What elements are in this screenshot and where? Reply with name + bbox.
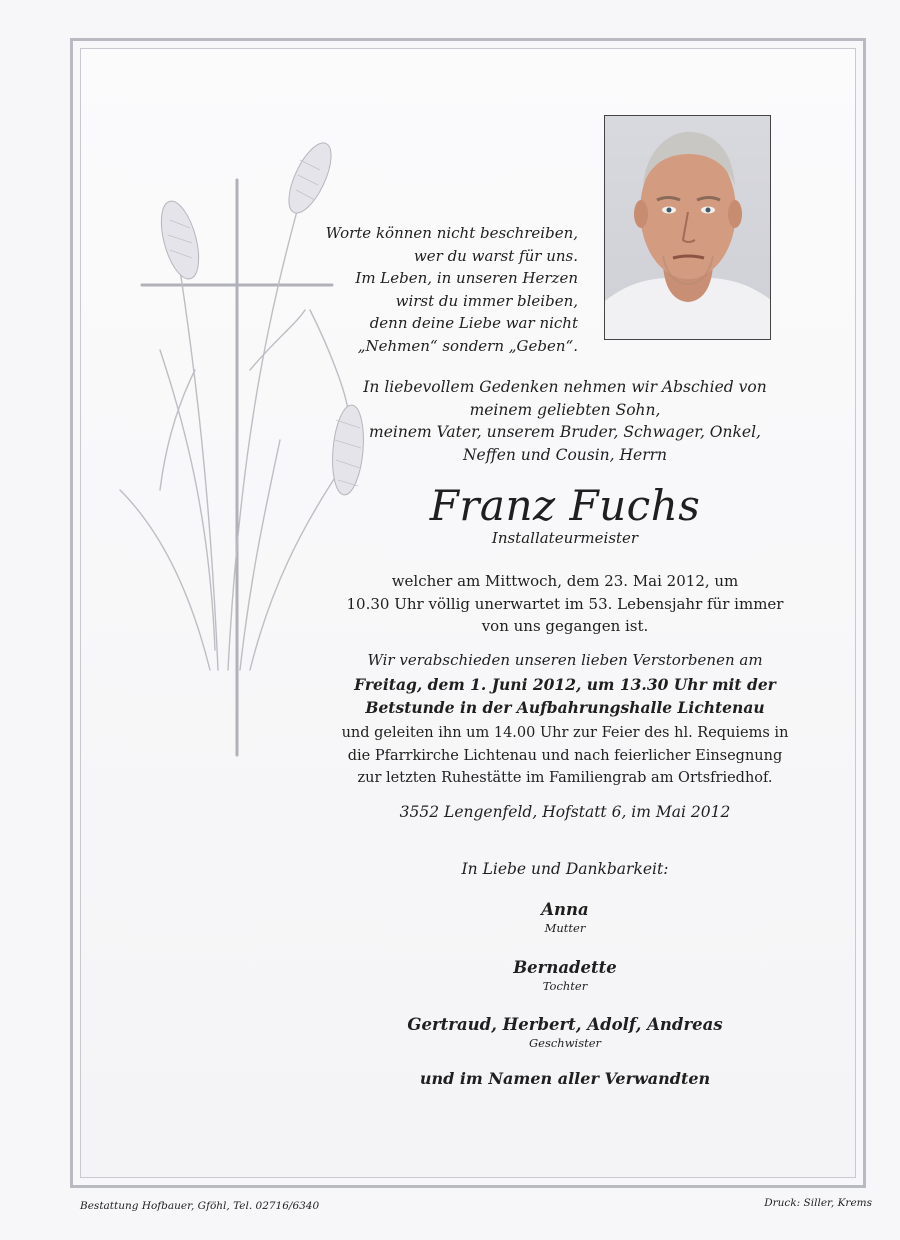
- poem-line: wer du warst für uns.: [413, 246, 578, 265]
- intro-line: In liebevollem Gedenken nehmen wir Abschied von: [363, 378, 767, 396]
- memorial-poem: [300, 222, 578, 357]
- poem-line: Im Leben, in unseren Herzen: [355, 269, 578, 287]
- portrait-photo: [604, 115, 771, 340]
- deceased-title: Installateurmeister: [491, 529, 639, 547]
- funeral-rest-line: zur letzten Ruhestätte im Familiengrab am Ortsfriedhof.: [357, 770, 773, 786]
- funeral-details: [340, 673, 790, 719]
- portrait-image: [605, 116, 771, 340]
- mourner-relation: Mutter: [544, 921, 586, 935]
- death-line: von uns gegangen ist.: [481, 617, 649, 635]
- poem-line: denn deine Liebe war nicht: [369, 314, 578, 332]
- mourner-name: Gertraud, Herbert, Adolf, Andreas: [407, 1015, 723, 1034]
- death-line: welcher am Mittwoch, dem 23. Mai 2012, um: [391, 572, 739, 590]
- funeral-home-footer: Bestattung Hofbauer, Gföhl, Tel. 02716/6340: [80, 1200, 320, 1212]
- mourner-name: Anna: [541, 900, 589, 919]
- intro-line: Neffen und Cousin, Herrn: [462, 445, 668, 464]
- place-date: 3552 Lengenfeld, Hofstatt 6, im Mai 2012: [399, 803, 731, 821]
- mourner-relation: Tochter: [542, 979, 588, 993]
- thanks-heading: In Liebe und Dankbarkeit:: [461, 860, 669, 878]
- mourner-name: Bernadette: [513, 958, 617, 977]
- poem-line: wirst du immer bleiben,: [395, 291, 578, 310]
- printer-footer: Druck: Siller, Krems: [764, 1197, 872, 1209]
- intro-line: meinem Vater, unserem Bruder, Schwager, Onkel,: [369, 423, 761, 441]
- funeral-bold-line: Freitag, dem 1. Juni 2012, um 13.30 Uhr mit der: [354, 675, 776, 694]
- funeral-rest-line: und geleiten ihn um 14.00 Uhr zur Feier des hl. Requiems in: [341, 725, 789, 741]
- funeral-bold-line: Betstunde in der Aufbahrungshalle Lichtenau: [365, 698, 765, 717]
- funeral-rest: [340, 722, 790, 790]
- intro-line: meinem geliebten Sohn,: [469, 400, 661, 419]
- death-line: 10.30 Uhr völlig unerwartet im 53. Lebensjahr für immer: [346, 594, 784, 613]
- mourner-relation: Geschwister: [528, 1036, 602, 1050]
- poem-line: „Nehmen“ sondern „Geben“.: [357, 336, 578, 355]
- poem-line: Worte können nicht beschreiben,: [325, 224, 578, 242]
- funeral-rest-line: die Pfarrkirche Lichtenau und nach feierlicher Einsegnung: [347, 747, 783, 764]
- death-notice: [340, 570, 790, 638]
- funeral-intro: Wir verabschieden unseren lieben Verstorbenen am: [367, 651, 763, 669]
- intro-text: [340, 376, 790, 466]
- closing-line: und im Namen aller Verwandten: [419, 1069, 711, 1088]
- deceased-name: Franz Fuchs: [429, 481, 701, 530]
- cross-wheat-decoration: [100, 110, 380, 770]
